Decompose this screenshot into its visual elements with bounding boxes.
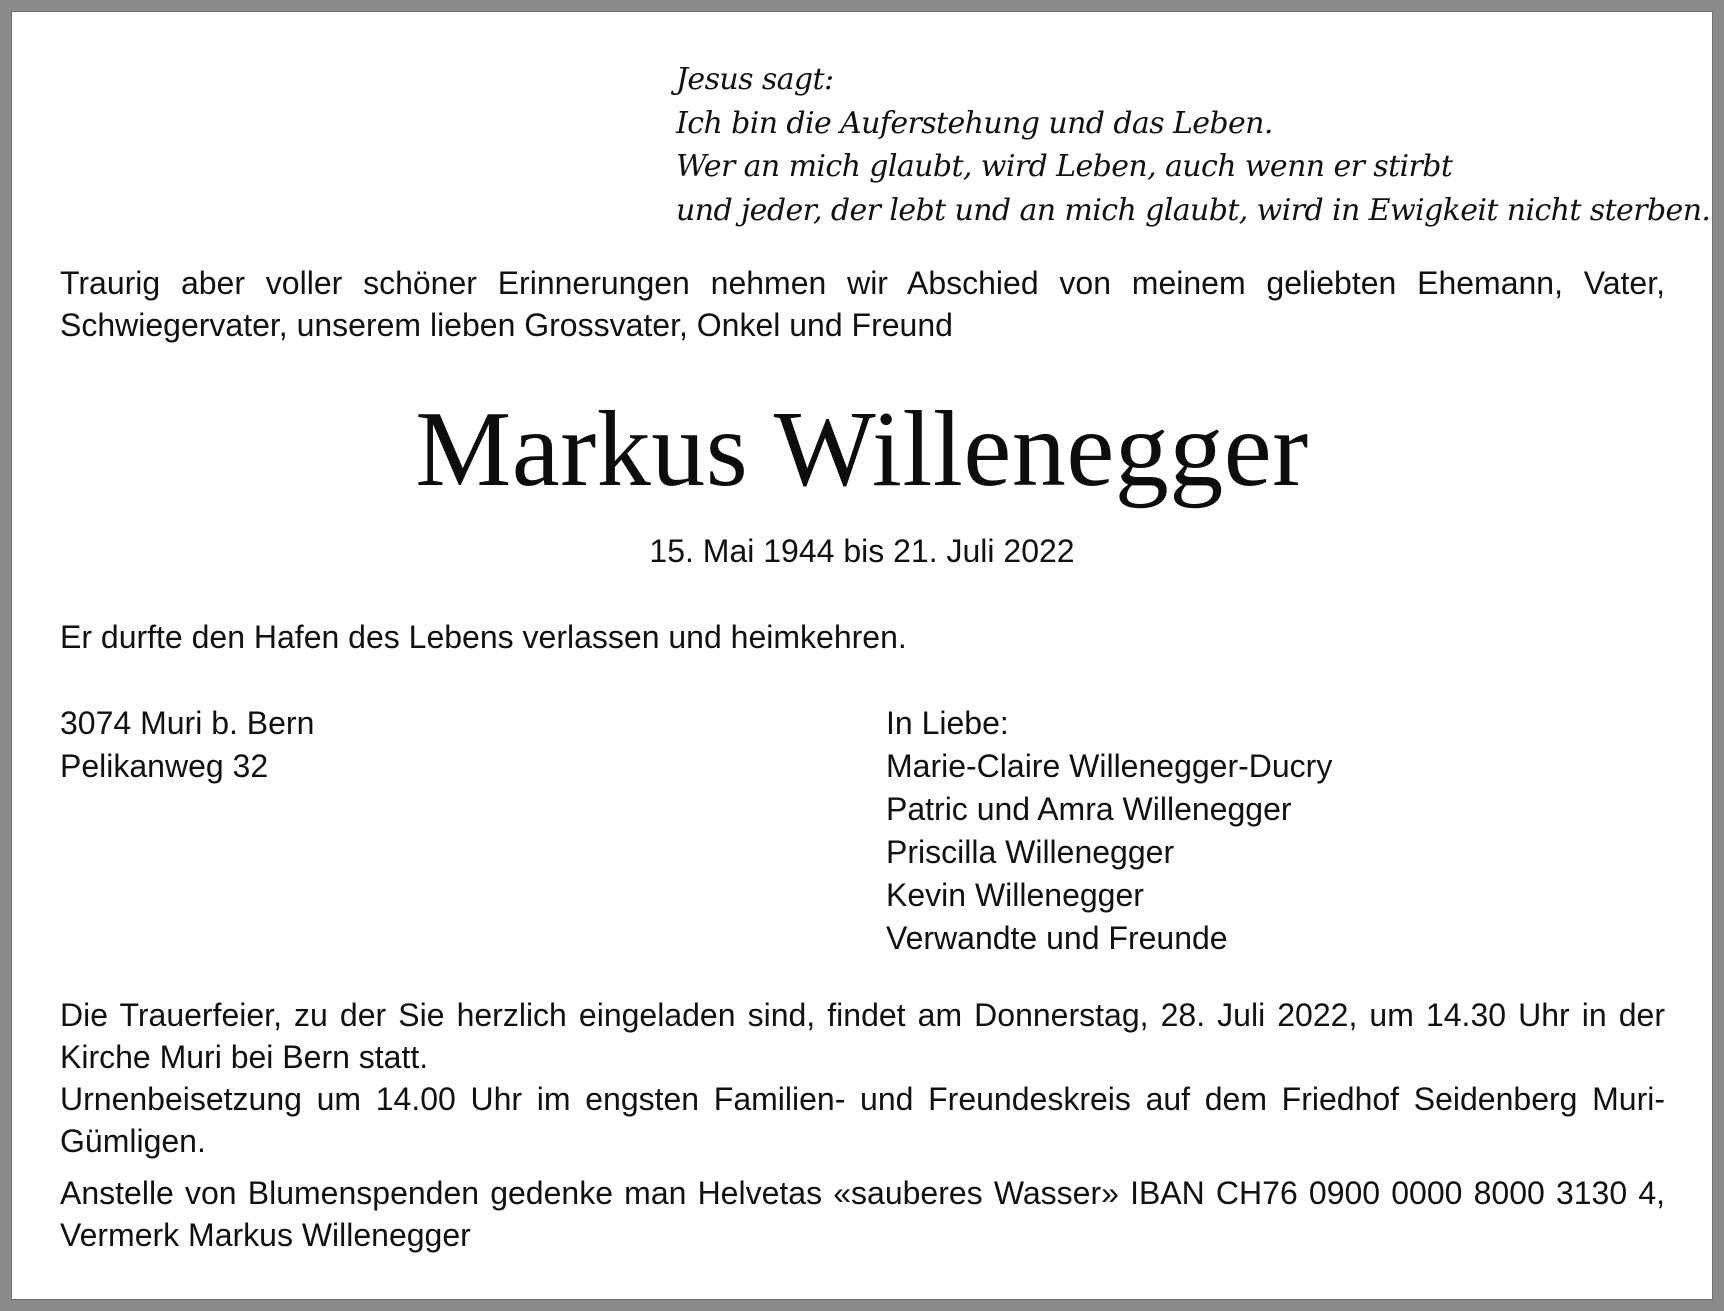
- address-line-city: 3074 Muri b. Bern: [60, 705, 315, 741]
- family-member: Priscilla Willenegger: [886, 834, 1175, 870]
- verse-line: und jeder, der lebt und an mich glaubt, wird in Ewigkeit nicht sterben.: [676, 192, 1711, 228]
- deceased-name: Markus Willenegger: [415, 390, 1309, 509]
- life-dates: 15. Mai 1944 bis 21. Juli 2022: [649, 533, 1075, 569]
- family-member: Marie-Claire Willenegger-Ducry: [886, 748, 1333, 784]
- intro-text: Traurig aber voller schöner Erinnerungen nehmen wir Abschied von meinem geliebten Ehemann, Vater, Schwiegervater, unserem lieben Grossvater, Onkel und Freund: [60, 265, 1665, 343]
- verse-line: Wer an mich glaubt, wird Leben, auch wenn er stirbt: [676, 149, 1453, 184]
- address-line-street: Pelikanweg 32: [60, 748, 269, 784]
- family-member: Kevin Willenegger: [886, 877, 1144, 913]
- ceremony-text: Die Trauerfeier, zu der Sie herzlich eingeladen sind, findet am Donnerstag, 28. Juli 2022, um 14.30 Uhr in der Kirche Muri bei Bern statt.: [60, 997, 1665, 1075]
- bible-verse: [676, 58, 1710, 232]
- donation-text: Anstelle von Blumenspenden gedenke man Helvetas «sauberes Wasser» IBAN CH76 0900 0000 8000 3130 4, Vermerk Markus Willenegger: [60, 1175, 1665, 1253]
- address-block: [60, 702, 314, 788]
- farewell-line: Er durfte den Hafen des Lebens verlassen und heimkehren.: [60, 619, 907, 655]
- family-member: Verwandte und Freunde: [886, 920, 1228, 956]
- family-block: [886, 702, 1332, 960]
- family-heading: In Liebe:: [886, 705, 1009, 741]
- burial-text: Urnenbeisetzung um 14.00 Uhr im engsten Familien- und Freundeskreis auf dem Friedhof Seidenberg Muri-Gümligen.: [60, 1081, 1665, 1159]
- verse-line: Jesus sagt:: [676, 62, 834, 97]
- obituary-notice: [12, 12, 1712, 1299]
- family-member: Patric und Amra Willenegger: [886, 791, 1292, 827]
- verse-line: Ich bin die Auferstehung und das Leben.: [676, 105, 1273, 141]
